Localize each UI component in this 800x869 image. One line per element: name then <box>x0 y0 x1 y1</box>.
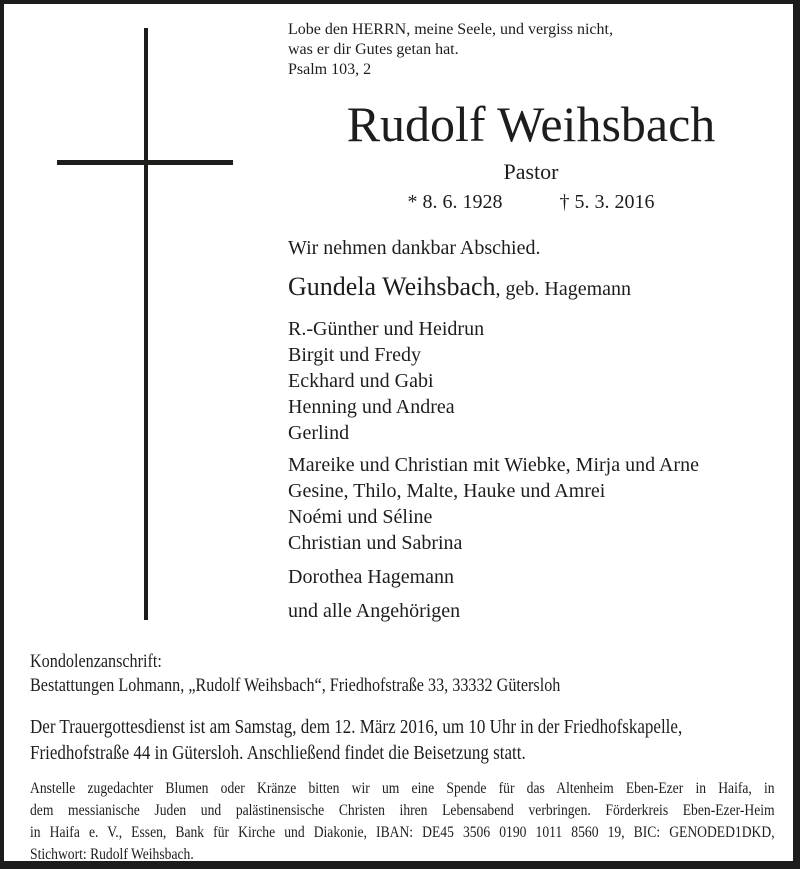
mourner-line: Gerlind <box>288 422 350 444</box>
mourner-line: Gesine, Thilo, Malte, Hauke und Amrei <box>288 480 606 502</box>
life-dates <box>288 190 774 214</box>
service-line: Der Trauergottesdienst ist am Samstag, dem 12. März 2016, um 10 Uhr in der Friedhofskapelle, <box>30 716 683 738</box>
donation-line: Stichwort: Rudolf Weihsbach. <box>30 846 194 863</box>
cross-vertical-bar <box>144 28 148 620</box>
widow-maiden-name: , geb. Hagemann <box>495 278 632 300</box>
donation-line: in Haifa e. V., Essen, Bank für Kirche und Diakonie, IBAN: DE45 3506 0190 1011 8560 19, BIC: GENODED1DKD, <box>30 824 775 841</box>
bible-verse <box>288 20 774 80</box>
mourner-line: Henning und Andrea <box>288 396 455 418</box>
service-line: Friedhofstraße 44 in Gütersloh. Anschließend findet die Beisetzung statt. <box>30 742 526 764</box>
condolence-label: Kondolenzanschrift: <box>30 651 162 672</box>
verse-line: was er dir Gutes getan hat. <box>288 41 459 58</box>
mourner-line: Eckhard und Gabi <box>288 370 434 392</box>
death-date: † 5. 3. 2016 <box>559 191 655 213</box>
verse-line: Lobe den HERRN, meine Seele, und vergiss nicht, <box>288 21 613 38</box>
deceased-name: Rudolf Weihsbach <box>346 96 716 152</box>
verse-reference: Psalm 103, 2 <box>288 61 372 78</box>
mourner-line: Noémi und Séline <box>288 506 433 528</box>
deceased-title: Pastor <box>503 159 559 184</box>
funeral-service-info <box>30 714 775 766</box>
mourner-line: Mareike und Christian mit Wiebke, Mirja und Arne <box>288 454 699 476</box>
widow-line <box>288 272 774 306</box>
memorial-cross-icon <box>4 4 244 644</box>
mourners-group-2 <box>288 452 774 556</box>
birth-date: * 8. 6. 1928 <box>407 191 503 213</box>
farewell-line: Wir nehmen dankbar Abschied. <box>288 237 541 259</box>
condolence-block <box>30 650 775 698</box>
mourner-line: Christian und Sabrina <box>288 532 463 554</box>
widow-name: Gundela Weihsbach <box>288 272 496 301</box>
cross-horizontal-bar <box>57 160 233 165</box>
closing-line: und alle Angehörigen <box>288 600 461 622</box>
donation-line: Anstelle zugedachter Blumen oder Kränze bitten wir um eine Spende für das Altenheim Eben-Ezer in Haifa, in <box>30 780 775 797</box>
notice-main-column <box>288 4 774 624</box>
notice-footer <box>30 650 775 866</box>
donation-line: dem messianische Juden und palästinensische Christen ihren Lebensabend verbringen. Förderkreis Eben-Ezer-Heim <box>30 802 775 819</box>
mourner-line: R.-Günther und Heidrun <box>288 318 485 340</box>
mourners-group-1 <box>288 316 774 446</box>
mourner-line: Birgit und Fredy <box>288 344 421 366</box>
condolence-address: Bestattungen Lohmann, „Rudolf Weihsbach“, Friedhofstraße 33, 33332 Gütersloh <box>30 675 561 696</box>
donation-note <box>30 778 775 866</box>
closing-line: Dorothea Hagemann <box>288 566 455 588</box>
